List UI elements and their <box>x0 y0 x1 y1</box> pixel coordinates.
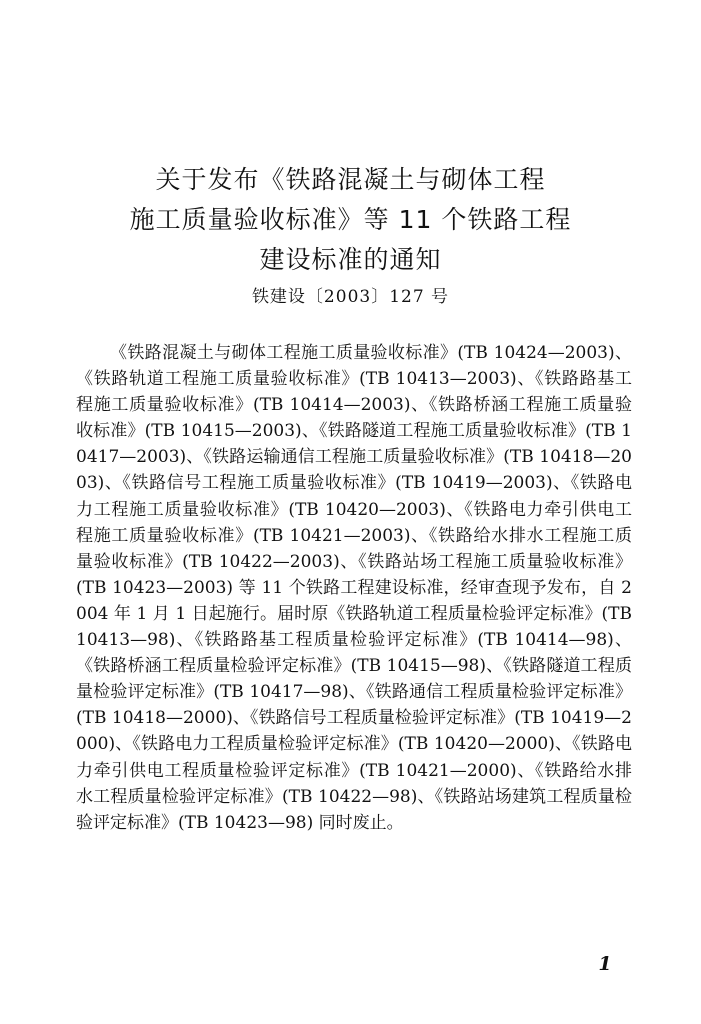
notice-body-paragraph: 《铁路混凝土与砌体工程施工质量验收标准》(TB 10424—2003)、《铁路轨道工程施工质量验收标准》(TB 10413—2003)、《铁路路基工程施工质量验收标准》(TB 10414—2003)、《铁路桥涵工程施工质量验收标准》(TB 10415—2003)、《铁路隧道工程施工质量验收标准》(TB 10417—2003)、《铁路运输通信工程施工质量验收标准》(TB 10418—2003)、《铁路信号工程施工质量验收标准》(TB 10419—2003)、《铁路电力工程施工质量验收标准》(TB 10420—2003)、《铁路电力牵引供电工程施工质量验收标准》(TB 10421—2003)、《铁路给水排水工程施工质量验收标准》(TB 10422—2003)、《铁路站场工程施工质量验收标准》(TB 10423—2003) 等 11 个铁路工程建设标准，经审查现予发布，自 2004 年 1 月 1 日起施行。届时原《铁路轨道工程质量检验评定标准》(TB 10413—98)、《铁路路基工程质量检验评定标准》(TB 10414—98)、《铁路桥涵工程质量检验评定标准》(TB 10415—98)、《铁路隧道工程质量检验评定标准》(TB 10417—98)、《铁路通信工程质量检验评定标准》(TB 10418—2000)、《铁路信号工程质量检验评定标准》(TB 10419—2000)、《铁路电力工程质量检验评定标准》(TB 10420—2000)、《铁路电力牵引供电工程质量检验评定标准》(TB 10421—2000)、《铁路给水排水工程质量检验评定标准》(TB 10422—98)、《铁路站场建筑工程质量检验评定标准》(TB 10423—98) 同时废止。 <box>76 343 632 833</box>
title-line-1: 关于发布《铁路混凝土与砌体工程 <box>155 165 546 194</box>
notice-title <box>0 160 701 280</box>
page-number: 1 <box>598 953 612 975</box>
title-line-3: 建设标准的通知 <box>259 245 442 274</box>
document-number: 铁建设〔2003〕127 号 <box>251 287 450 307</box>
title-line-2: 施工质量验收标准》等 11 个铁路工程 <box>129 205 572 234</box>
